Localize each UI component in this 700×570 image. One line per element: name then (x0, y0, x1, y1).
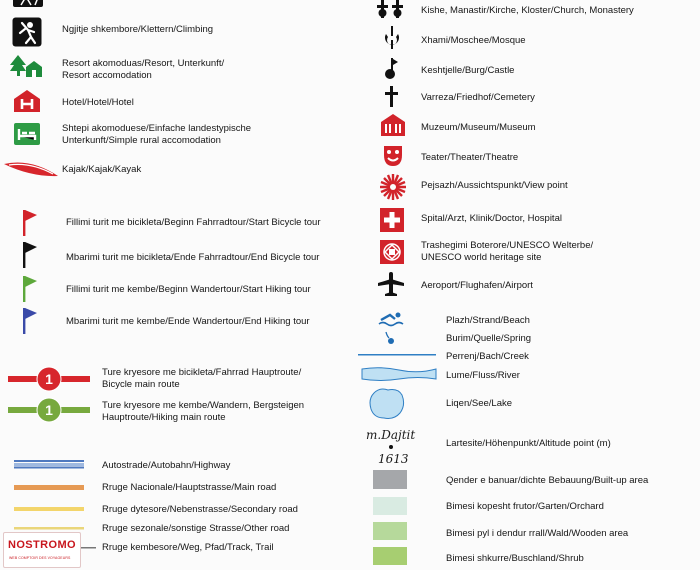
climbing-label: Ngjitje shkembore/Klettern/Climbing (62, 24, 214, 35)
orchard-label: Bimesi kopesht frutor/Garten/Orchard (446, 501, 604, 512)
church-label: Kishe, Manastir/Kirche, Kloster/Church, Monastery (421, 5, 634, 16)
track-line (80, 547, 96, 550)
orchard-swatch (373, 497, 407, 515)
start-hiking-label: Fillimi turit me kembe/Beginn Wandertour/Start Hiking tour (66, 284, 311, 295)
hiking-route-symbol (8, 396, 90, 424)
church-icon (376, 0, 406, 20)
cemetery-cross-icon (385, 86, 399, 108)
hiking-route-label-line2: Hauptroute/Hiking main route (102, 412, 226, 423)
river-band (362, 366, 436, 382)
start-bicycle-label: Fillimi turit me bicikleta/Beginn Fahrradtour/Start Bicycle tour (66, 217, 321, 228)
resort-label-line1: Resort akomoduas/Resort, Unterkunft/ (62, 58, 225, 69)
resort-label (62, 58, 224, 82)
highway-line (14, 460, 84, 469)
theatre-label: Teater/Theater/Theatre (421, 152, 519, 163)
lake-shape (368, 387, 406, 421)
rural-label-line2: Unterkunft/Simple rural accomodation (62, 135, 221, 146)
viewpoint-icon (379, 173, 407, 201)
castle-icon (384, 58, 400, 80)
altitude-label: Lartesite/Höhenpunkt/Altitude point (m) (446, 438, 611, 449)
viewpoint-label: Pejsazh/Aussichtspunkt/View point (421, 180, 568, 191)
museum-icon (381, 114, 405, 136)
logo-name: NOSTROMO (8, 539, 76, 551)
shrub-swatch (373, 547, 407, 565)
kayak-label: Kajak/Kajak/Kayak (62, 164, 142, 175)
track-label: Rruge kembesore/Weg, Pfad/Track, Trail (102, 542, 274, 553)
rural-label-line1: Shtepi akomoduese/Einfache landestypische (62, 123, 252, 134)
unesco-label-line2: UNESCO world heritage site (421, 252, 542, 263)
resort-label-line2: Resort accomodation (62, 70, 152, 81)
hiking-route-label (102, 400, 304, 424)
hiking-route-number: 1 (45, 402, 53, 418)
beach-swimmer-icon (378, 311, 404, 327)
hotel-icon (14, 90, 40, 112)
bicycle-route-number: 1 (45, 371, 53, 387)
spring-icon (384, 330, 396, 346)
hiking-route-label-line1: Ture kryesore me kembe/Wandern, Bergsteigen (102, 400, 305, 411)
end-bicycle-label: Mbarimi turit me bicikleta/Ende Fahrradtour/End Bicycle tour (66, 252, 320, 263)
creek-label: Perrenj/Bach/Creek (446, 351, 529, 362)
hotel-label: Hotel/Hotel/Hotel (62, 97, 134, 108)
spring-label: Burim/Quelle/Spring (446, 333, 532, 344)
airport-plane-icon (378, 271, 404, 297)
bicycle-route-label-line1: Ture kryesore me bicikleta/Fahrrad Hauptroute/ (102, 367, 302, 378)
theatre-mask-icon (383, 145, 403, 167)
bicycle-route-label-line2: Bicycle main route (102, 379, 180, 390)
nostromo-logo (3, 532, 81, 568)
green-flag-icon (22, 275, 38, 303)
mosque-icon (382, 26, 402, 50)
bicycle-route-symbol (8, 365, 90, 393)
hiking-group-icon (13, 0, 43, 8)
river-label: Lume/Fluss/River (446, 370, 520, 381)
main-road-label: Rruge Nacionale/Hauptstrasse/Main road (102, 482, 277, 493)
unesco-icon (380, 240, 404, 264)
hospital-cross-icon (380, 208, 404, 232)
builtup-label: Qender e banuar/dichte Bebauung/Built-up area (446, 475, 649, 486)
builtup-area-swatch (373, 470, 407, 489)
resort-icon (10, 55, 42, 79)
wood-label: Bimesi pyl i dendur rrall/Wald/Wooden area (446, 528, 629, 539)
highway-label: Autostrade/Autobahn/Highway (102, 460, 231, 471)
creek-line (358, 354, 436, 357)
airport-label: Aeroport/Flughafen/Airport (421, 280, 533, 291)
lake-label: Liqen/See/Lake (446, 398, 513, 409)
altitude-sample-name: m.Dajtit (366, 428, 416, 442)
main-road-line (14, 485, 84, 491)
museum-label: Muzeum/Museum/Museum (421, 122, 536, 133)
secondary-road-label: Rruge dytesore/Nebenstrasse/Secondary road (102, 504, 298, 515)
cemetery-label: Varreza/Friedhof/Cemetery (421, 92, 535, 103)
kayak-icon (3, 158, 59, 180)
rural-label (62, 123, 251, 147)
blue-flag-icon (22, 307, 38, 335)
black-flag-icon (22, 241, 38, 269)
unesco-label-line1: Trashegimi Boterore/UNESCO Welterbe/ (421, 240, 594, 251)
hospital-label: Spital/Arzt, Klinik/Doctor, Hospital (421, 213, 562, 224)
altitude-point-dot (389, 445, 393, 449)
unesco-label (421, 240, 593, 264)
beach-label: Plazh/Strand/Beach (446, 315, 530, 326)
rural-house-icon (14, 123, 40, 145)
secondary-road-line (14, 507, 84, 512)
bicycle-route-label (102, 367, 301, 391)
red-flag-icon (22, 209, 38, 237)
logo-tagline: WEB COMPTOIR DES VOYAGEURS (9, 556, 71, 560)
end-hiking-label: Mbarimi turit me kembe/Ende Wandertour/End Hiking tour (66, 316, 310, 327)
climbing-icon (12, 17, 42, 47)
other-road-line (14, 527, 84, 531)
altitude-sample-value: 1613 (378, 452, 409, 466)
wood-swatch (373, 522, 407, 540)
shrub-label: Bimesi shkurre/Buschland/Shrub (446, 553, 584, 564)
mosque-label: Xhami/Moschee/Mosque (421, 35, 526, 46)
castle-label: Keshtjelle/Burg/Castle (421, 65, 515, 76)
other-road-label: Rruge sezonale/sonstige Strasse/Other road (102, 523, 290, 534)
